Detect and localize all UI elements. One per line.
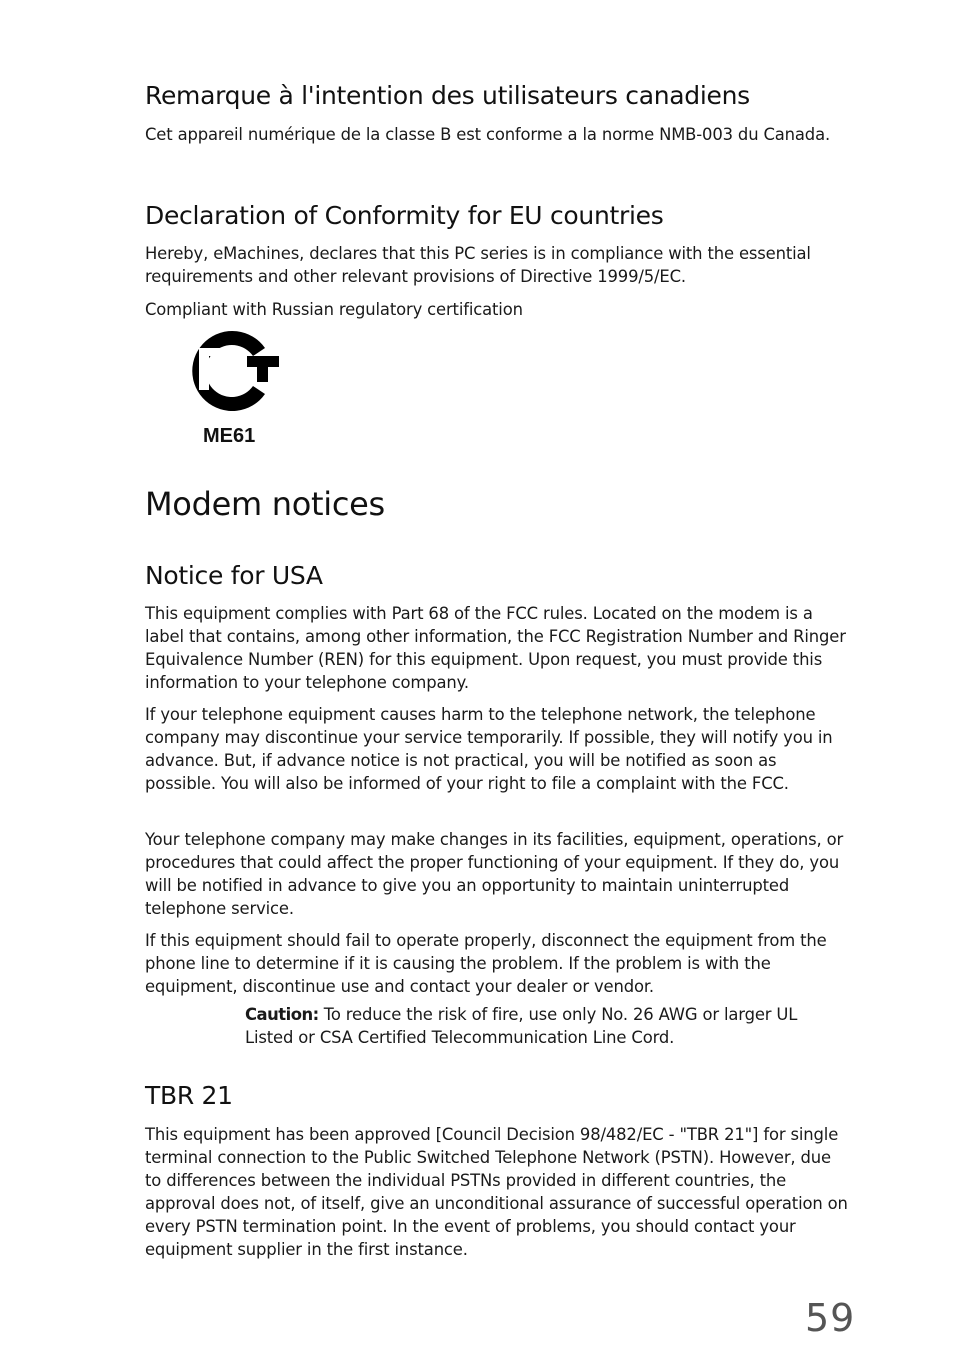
page-number: 59: [805, 1296, 856, 1340]
caution-text: To reduce the risk of fire, use only No. 26 AWG or larger UL Listed or CSA Certified Telecommunication Line Cord.: [245, 1005, 798, 1047]
caution-label: Caution:: [245, 1005, 319, 1024]
usa-paragraph-2: If your telephone equipment causes harm to the telephone network, the telephone company may discontinue your service temporarily. If possible, they will notify you in advance. But, if advance notice is not practical, you will be notified as soon as possible. You will also be informed of your right to file a complaint with the FCC.: [145, 705, 833, 793]
canada-paragraph: Cet appareil numérique de la classe B est conforme a la norme NMB-003 du Canada.: [145, 125, 831, 144]
certification-code: ME61: [203, 425, 256, 447]
eu-heading: Declaration of Conformity for EU countries: [145, 201, 664, 230]
pct-certification-logo-icon: [177, 326, 287, 416]
tbr21-paragraph: This equipment has been approved [Council Decision 98/482/EC - "TBR 21"] for single terminal connection to the Public Switched Telephone Network (PSTN). However, due to differences between the individual PSTNs provided in different countries, the approval does not, of itself, give an unconditional assurance of successful operation on every PSTN termination point. In the event of problems, you should contact your equipment supplier in the first instance.: [145, 1125, 848, 1259]
modem-notices-heading: Modem notices: [145, 485, 385, 523]
caution-note: [245, 1003, 850, 1049]
tbr21-heading: TBR 21: [145, 1081, 233, 1110]
eu-paragraph: Hereby, eMachines, declares that this PC series is in compliance with the essential requirements and other relevant provisions of Directive 1999/5/EC.: [145, 244, 811, 286]
usa-paragraph-3: Your telephone company may make changes in its facilities, equipment, operations, or procedures that could affect the proper functioning of your equipment. If they do, you will be notified in advance to give you an opportunity to maintain uninterrupted telephone service.: [145, 830, 844, 918]
usa-paragraph-1: This equipment complies with Part 68 of the FCC rules. Located on the modem is a label that contains, among other information, the FCC Registration Number and Ringer Equivalence Number (REN) for this equipment. Upon request, you must provide this information to your telephone company.: [145, 604, 846, 692]
usa-heading: Notice for USA: [145, 561, 323, 590]
canada-heading: Remarque à l'intention des utilisateurs canadiens: [145, 81, 750, 110]
usa-paragraph-4: If this equipment should fail to operate properly, disconnect the equipment from the phone line to determine if it is causing the problem. If the problem is with the equipment, discontinue use and contact your dealer or vendor.: [145, 931, 827, 996]
russian-cert-paragraph: Compliant with Russian regulatory certification: [145, 300, 523, 319]
